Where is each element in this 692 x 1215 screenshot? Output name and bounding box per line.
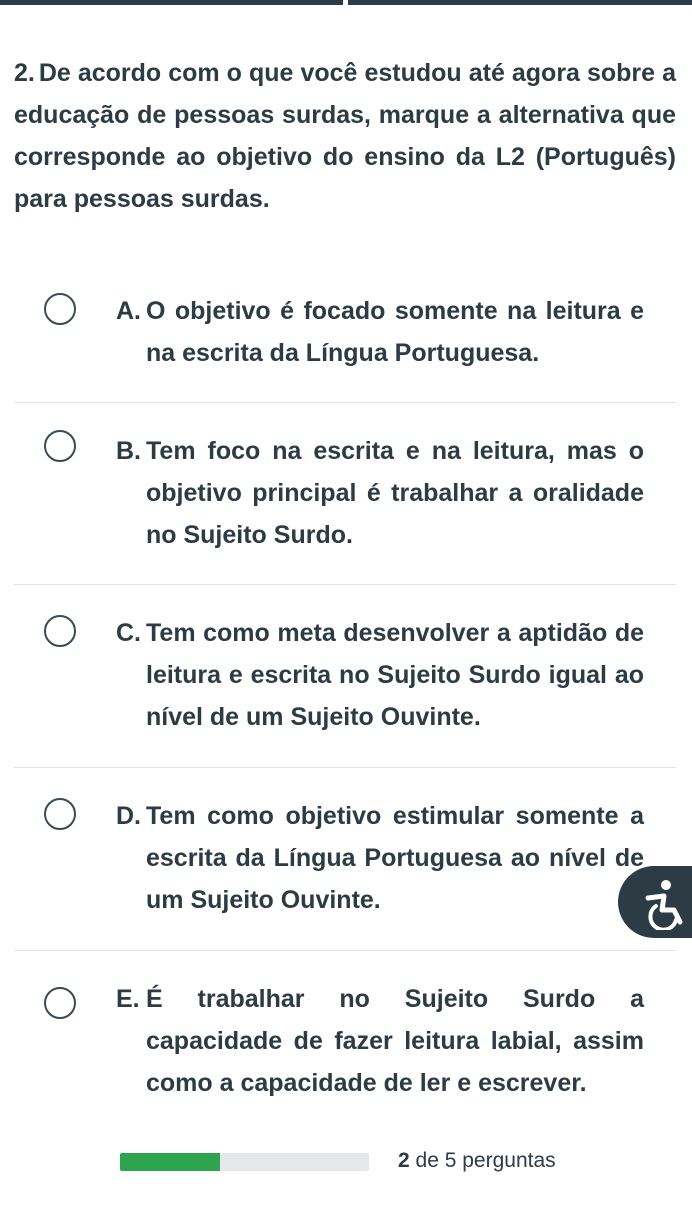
radio-button[interactable] <box>44 293 76 325</box>
option-letter: E. <box>116 985 140 1013</box>
accessibility-button[interactable] <box>618 866 692 938</box>
option-text: O objetivo é focado somente na leitura e na escrita da Língua Portuguesa. <box>146 297 644 367</box>
question-body: De acordo com o que você estudou até agora sobre a educação de pessoas surdas, marque a alternativa que corresponde ao objetivo do ensino da L2 (Português) para pessoas surdas. <box>14 59 676 213</box>
progress-fill <box>120 1153 220 1171</box>
progress-label <box>398 1146 556 1176</box>
top-progress-bar <box>0 0 692 6</box>
radio-button[interactable] <box>44 987 76 1019</box>
option-letter: A. <box>116 297 141 325</box>
divider <box>14 767 676 768</box>
radio-button[interactable] <box>44 615 76 647</box>
divider <box>14 584 676 585</box>
divider <box>14 402 676 403</box>
progress-current: 2 <box>398 1149 410 1172</box>
radio-button[interactable] <box>44 798 76 830</box>
accessibility-icon <box>636 876 690 930</box>
top-bar-segment <box>0 0 343 5</box>
option-text: Tem foco na escrita e na leitura, mas o objetivo principal é trabalhar a oralidade no Sujeito Surdo. <box>146 437 644 549</box>
option-letter: D. <box>116 802 141 830</box>
option-letter: B. <box>116 437 141 465</box>
option-text: Tem como objetivo estimular somente a escrita da Língua Portuguesa ao nível de um Sujeito Ouvinte. <box>146 802 644 914</box>
progress-bar <box>120 1153 369 1171</box>
option-text: Tem como meta desenvolver a aptidão de leitura e escrita no Sujeito Surdo igual ao nível de um Sujeito Ouvinte. <box>146 619 644 731</box>
option-text: É trabalhar no Sujeito Surdo a capacidade de fazer leitura labial, assim como a capacidade de ler e escrever. <box>146 985 644 1097</box>
divider <box>14 950 676 951</box>
top-bar-segment <box>348 0 692 5</box>
question-text <box>14 52 676 220</box>
progress-suffix: de 5 perguntas <box>415 1149 556 1172</box>
option-letter: C. <box>116 619 141 647</box>
radio-button[interactable] <box>44 430 76 462</box>
question-number: 2. <box>14 59 35 87</box>
